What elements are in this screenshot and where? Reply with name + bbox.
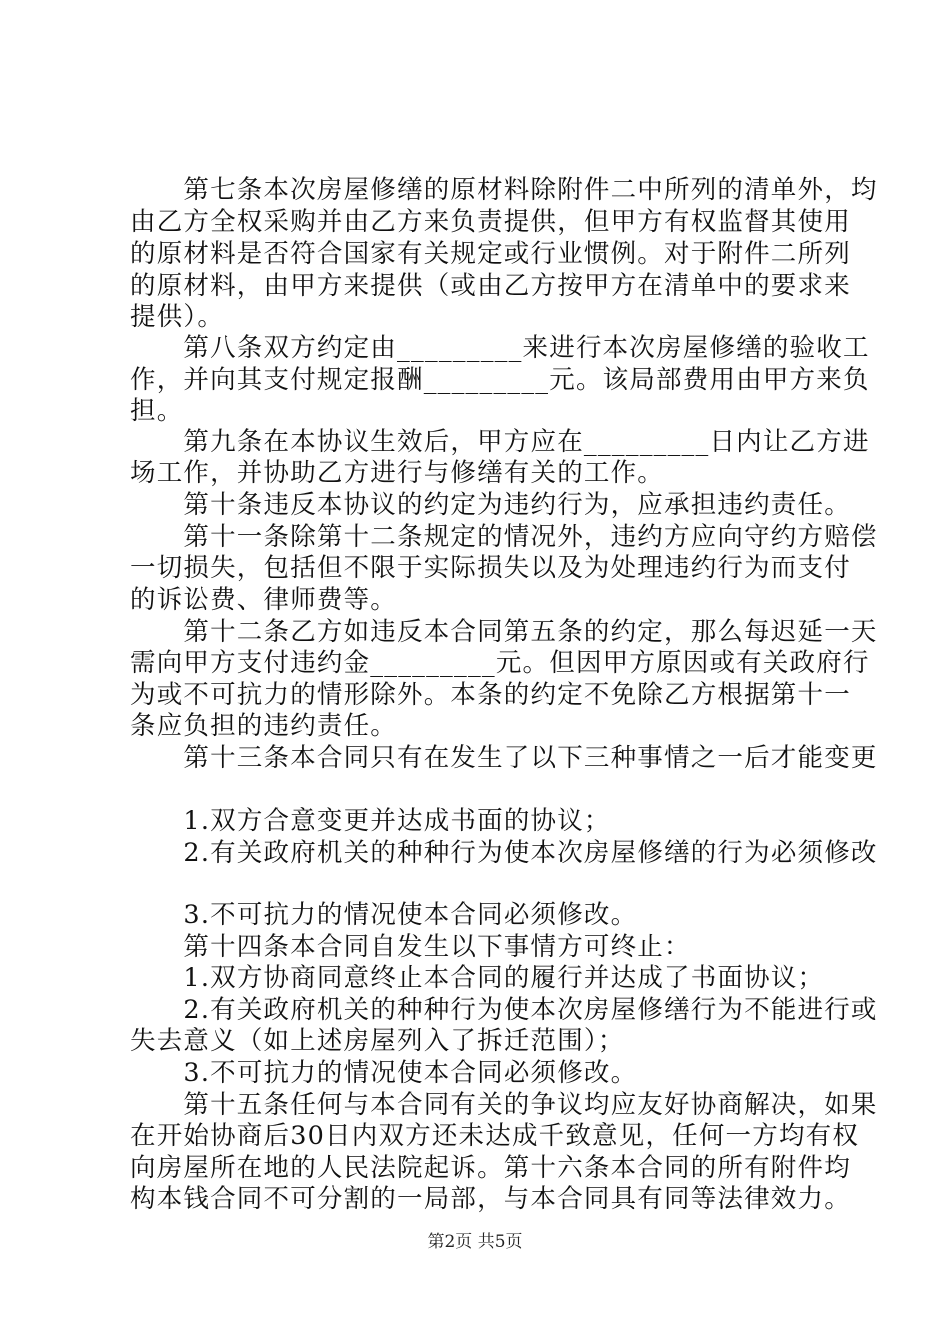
text-line: 第九条在本协议生效后，甲方应在_________日内让乙方进 bbox=[130, 427, 870, 457]
text-line: 的原材料，由甲方来提供（或由乙方按甲方在清单中的要求来 bbox=[130, 271, 851, 301]
text-line: 3.不可抗力的情况使本合同必须修改。 bbox=[130, 1058, 638, 1088]
text-line: 2.有关政府机关的种种行为使本次房屋修缮的行为必须修改 bbox=[130, 838, 878, 868]
text-line: 3.不可抗力的情况使本合同必须修改。 bbox=[130, 900, 638, 930]
text-line: 需向甲方支付违约金_________元。但因甲方原因或有关政府行 bbox=[130, 648, 870, 678]
text-line: 第八条双方约定由_________来进行本次房屋修缮的验收工 bbox=[130, 333, 870, 363]
text-line: 作，并向其支付规定报酬_________元。该局部费用由甲方来负 bbox=[130, 365, 870, 395]
text-line: 的诉讼费、律师费等。 bbox=[130, 585, 398, 615]
text-line: 第十四条本合同自发生以下事情方可终止： bbox=[130, 932, 691, 962]
text-line: 条应负担的违约责任。 bbox=[130, 711, 398, 741]
text-line: 第十三条本合同只有在发生了以下三种事情之一后才能变更 bbox=[130, 743, 878, 773]
text-line: 提供）。 bbox=[130, 302, 225, 332]
page-number: 第2页 共5页 bbox=[427, 1232, 523, 1252]
text-line: 第十条违反本协议的约定为违约行为，应承担违约责任。 bbox=[130, 490, 851, 520]
text-line: 第十五条任何与本合同有关的争议均应友好协商解决，如果 bbox=[130, 1090, 878, 1120]
text-line: 由乙方全权采购并由乙方来负责提供，但甲方有权监督其使用 bbox=[130, 207, 851, 237]
text-line: 向房屋所在地的人民法院起诉。第十六条本合同的所有附件均 bbox=[130, 1153, 851, 1183]
text-line: 构本钱合同不可分割的一局部，与本合同具有同等法律效力。 bbox=[130, 1184, 851, 1214]
text-line: 1.双方协商同意终止本合同的履行并达成了书面协议； bbox=[130, 963, 825, 993]
text-line: 场工作，并协助乙方进行与修缮有关的工作。 bbox=[130, 458, 665, 488]
text-line: 一切损失，包括但不限于实际损失以及为处理违约行为而支付 bbox=[130, 553, 851, 583]
text-line: 1.双方合意变更并达成书面的协议； bbox=[130, 806, 611, 836]
text-line: 失去意义（如上述房屋列入了拆迁范围）； bbox=[130, 1026, 625, 1056]
text-line: 的原材料是否符合国家有关规定或行业惯例。对于附件二所列 bbox=[130, 239, 851, 269]
text-line: 2.有关政府机关的种种行为使本次房屋修缮行为不能进行或 bbox=[130, 995, 878, 1025]
text-line: 担。 bbox=[130, 396, 184, 426]
text-line: 第七条本次房屋修缮的原材料除附件二中所列的清单外，均 bbox=[130, 175, 878, 205]
text-line: 第十一条除第十二条规定的情况外，违约方应向守约方赔偿 bbox=[130, 522, 878, 552]
text-line: 第十二条乙方如违反本合同第五条的约定，那么每迟延一天 bbox=[130, 617, 878, 647]
text-line: 在开始协商后30日内双方还未达成千致意见，任何一方均有权 bbox=[130, 1121, 860, 1151]
text-line: 为或不可抗力的情形除外。本条的约定不免除乙方根据第十一 bbox=[130, 680, 851, 710]
